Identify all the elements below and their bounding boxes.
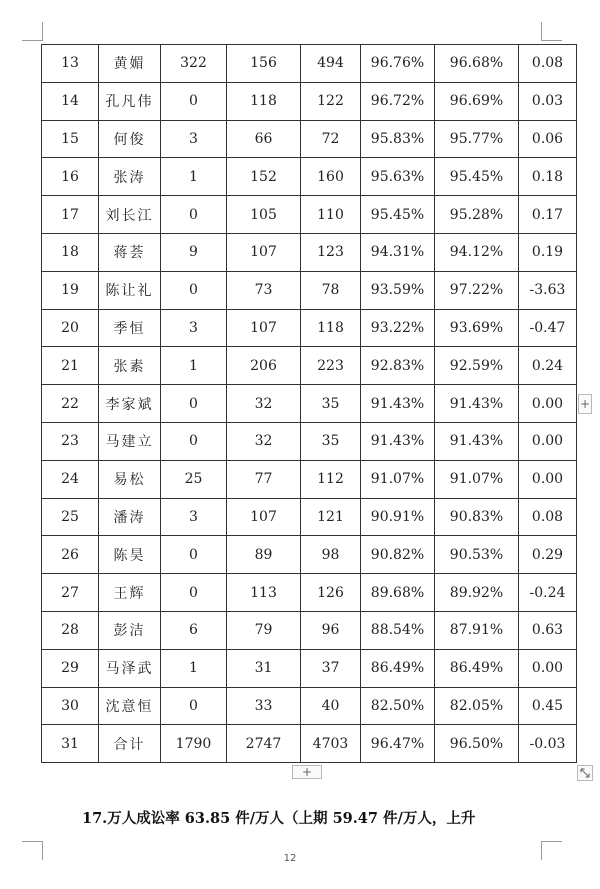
cell-rate-current[interactable]: 95.63% bbox=[361, 158, 435, 196]
cell-row-index[interactable]: 16 bbox=[42, 158, 99, 196]
table-row bbox=[42, 309, 577, 347]
cell-value-b[interactable]: 107 bbox=[227, 498, 301, 536]
cell-name[interactable]: 马泽武 bbox=[99, 649, 161, 687]
cell-rate-current[interactable]: 93.22% bbox=[361, 309, 435, 347]
cell-value-c[interactable]: 40 bbox=[301, 687, 361, 725]
cell-row-index[interactable]: 20 bbox=[42, 309, 99, 347]
cell-rate-current[interactable]: 96.47% bbox=[361, 725, 435, 763]
cell-row-index[interactable]: 31 bbox=[42, 725, 99, 763]
cell-rate-previous[interactable]: 82.05% bbox=[435, 687, 519, 725]
cell-rate-previous[interactable]: 96.50% bbox=[435, 725, 519, 763]
cell-value-c[interactable]: 35 bbox=[301, 422, 361, 460]
cell-value-b[interactable]: 66 bbox=[227, 120, 301, 158]
cell-value-a[interactable]: 0 bbox=[161, 422, 227, 460]
cell-rate-previous[interactable]: 96.69% bbox=[435, 82, 519, 120]
cell-rate-previous[interactable]: 86.49% bbox=[435, 649, 519, 687]
cell-name[interactable]: 张涛 bbox=[99, 158, 161, 196]
cell-rate-change[interactable]: 0.63 bbox=[519, 611, 577, 649]
cell-value-a[interactable]: 6 bbox=[161, 611, 227, 649]
resize-diagonal-icon bbox=[578, 766, 592, 780]
cell-row-index[interactable]: 19 bbox=[42, 271, 99, 309]
cell-rate-current[interactable]: 89.68% bbox=[361, 574, 435, 612]
cell-value-a[interactable]: 1 bbox=[161, 649, 227, 687]
cell-value-c[interactable]: 72 bbox=[301, 120, 361, 158]
table-row bbox=[42, 158, 577, 196]
cell-value-a[interactable]: 3 bbox=[161, 498, 227, 536]
cell-name[interactable]: 刘长江 bbox=[99, 196, 161, 234]
table-row bbox=[42, 460, 577, 498]
cell-value-c[interactable]: 110 bbox=[301, 196, 361, 234]
cell-rate-change[interactable]: 0.06 bbox=[519, 120, 577, 158]
cell-value-a[interactable]: 0 bbox=[161, 385, 227, 423]
cell-rate-previous[interactable]: 90.83% bbox=[435, 498, 519, 536]
cell-value-c[interactable]: 118 bbox=[301, 309, 361, 347]
cell-rate-previous[interactable]: 91.43% bbox=[435, 422, 519, 460]
section-heading: 17.万人成讼率 63.85 件/万人（上期 59.47 件/万人，上升 bbox=[82, 810, 476, 827]
cell-value-c[interactable]: 35 bbox=[301, 385, 361, 423]
cell-name[interactable]: 蒋荟 bbox=[99, 233, 161, 271]
cell-rate-change[interactable]: 0.08 bbox=[519, 498, 577, 536]
cell-value-c[interactable]: 4703 bbox=[301, 725, 361, 763]
cell-rate-current[interactable]: 95.83% bbox=[361, 120, 435, 158]
add-row-button[interactable]: + bbox=[292, 765, 322, 779]
cell-row-index[interactable]: 27 bbox=[42, 574, 99, 612]
cell-value-b[interactable]: 118 bbox=[227, 82, 301, 120]
cell-value-b[interactable]: 152 bbox=[227, 158, 301, 196]
cell-row-index[interactable]: 14 bbox=[42, 82, 99, 120]
cell-value-a[interactable]: 3 bbox=[161, 309, 227, 347]
cell-name[interactable]: 张素 bbox=[99, 347, 161, 385]
crop-mark-top-right bbox=[541, 22, 562, 41]
cell-value-b[interactable]: 206 bbox=[227, 347, 301, 385]
cell-rate-change[interactable]: 0.00 bbox=[519, 385, 577, 423]
cell-name[interactable]: 马建立 bbox=[99, 422, 161, 460]
statistics-table[interactable] bbox=[41, 44, 577, 763]
page-number: 12 bbox=[283, 853, 297, 864]
cell-row-index[interactable]: 24 bbox=[42, 460, 99, 498]
add-column-button[interactable]: + bbox=[578, 394, 592, 414]
cell-value-c[interactable]: 112 bbox=[301, 460, 361, 498]
table-row bbox=[42, 233, 577, 271]
cell-value-c[interactable]: 123 bbox=[301, 233, 361, 271]
cell-value-c[interactable]: 37 bbox=[301, 649, 361, 687]
table-row bbox=[42, 422, 577, 460]
table-row bbox=[42, 536, 577, 574]
table-row bbox=[42, 611, 577, 649]
cell-value-b[interactable]: 33 bbox=[227, 687, 301, 725]
cell-rate-previous[interactable]: 92.59% bbox=[435, 347, 519, 385]
cell-name[interactable]: 王辉 bbox=[99, 574, 161, 612]
cell-name[interactable]: 黄媚 bbox=[99, 45, 161, 83]
cell-name[interactable]: 潘涛 bbox=[99, 498, 161, 536]
table-row bbox=[42, 347, 577, 385]
cell-row-index[interactable]: 21 bbox=[42, 347, 99, 385]
cell-value-c[interactable]: 96 bbox=[301, 611, 361, 649]
table-row bbox=[42, 120, 577, 158]
cell-rate-current[interactable]: 90.91% bbox=[361, 498, 435, 536]
cell-row-index[interactable]: 17 bbox=[42, 196, 99, 234]
cell-rate-previous[interactable]: 95.45% bbox=[435, 158, 519, 196]
cell-value-c[interactable]: 223 bbox=[301, 347, 361, 385]
table-row bbox=[42, 196, 577, 234]
cell-name[interactable]: 何俊 bbox=[99, 120, 161, 158]
cell-value-c[interactable]: 121 bbox=[301, 498, 361, 536]
cell-name[interactable]: 李家斌 bbox=[99, 385, 161, 423]
cell-rate-previous[interactable]: 91.07% bbox=[435, 460, 519, 498]
cell-rate-change[interactable]: 0.45 bbox=[519, 687, 577, 725]
cell-name[interactable]: 易松 bbox=[99, 460, 161, 498]
cell-rate-current[interactable]: 95.45% bbox=[361, 196, 435, 234]
cell-value-b[interactable]: 77 bbox=[227, 460, 301, 498]
cell-value-b[interactable]: 2747 bbox=[227, 725, 301, 763]
cell-value-a[interactable]: 1 bbox=[161, 347, 227, 385]
cell-rate-previous[interactable]: 96.68% bbox=[435, 45, 519, 83]
cell-name[interactable]: 孔凡伟 bbox=[99, 82, 161, 120]
crop-mark-top-left bbox=[22, 22, 43, 41]
cell-value-a[interactable]: 1 bbox=[161, 158, 227, 196]
cell-value-a[interactable]: 0 bbox=[161, 82, 227, 120]
cell-value-b[interactable]: 89 bbox=[227, 536, 301, 574]
table-row bbox=[42, 45, 577, 83]
cell-rate-previous[interactable]: 93.69% bbox=[435, 309, 519, 347]
cell-rate-change[interactable]: -0.03 bbox=[519, 725, 577, 763]
cell-rate-current[interactable]: 90.82% bbox=[361, 536, 435, 574]
cell-rate-current[interactable]: 96.72% bbox=[361, 82, 435, 120]
cell-name[interactable]: 季恒 bbox=[99, 309, 161, 347]
cell-value-c[interactable]: 160 bbox=[301, 158, 361, 196]
table-row bbox=[42, 687, 577, 725]
cell-rate-previous[interactable]: 95.28% bbox=[435, 196, 519, 234]
cell-row-index[interactable]: 13 bbox=[42, 45, 99, 83]
cell-name[interactable]: 合计 bbox=[99, 725, 161, 763]
cell-row-index[interactable]: 15 bbox=[42, 120, 99, 158]
cell-name[interactable]: 陈让礼 bbox=[99, 271, 161, 309]
cell-value-a[interactable]: 9 bbox=[161, 233, 227, 271]
cell-value-b[interactable]: 107 bbox=[227, 309, 301, 347]
cell-rate-current[interactable]: 94.31% bbox=[361, 233, 435, 271]
cell-value-b[interactable]: 32 bbox=[227, 422, 301, 460]
cell-name[interactable]: 陈昊 bbox=[99, 536, 161, 574]
cell-value-c[interactable]: 98 bbox=[301, 536, 361, 574]
cell-rate-current[interactable]: 96.76% bbox=[361, 45, 435, 83]
cell-rate-previous[interactable]: 95.77% bbox=[435, 120, 519, 158]
cell-value-c[interactable]: 122 bbox=[301, 82, 361, 120]
cell-value-b[interactable]: 156 bbox=[227, 45, 301, 83]
cell-value-a[interactable]: 0 bbox=[161, 536, 227, 574]
cell-rate-change[interactable]: 0.17 bbox=[519, 196, 577, 234]
cell-row-index[interactable]: 18 bbox=[42, 233, 99, 271]
cell-value-a[interactable]: 25 bbox=[161, 460, 227, 498]
cell-value-a[interactable]: 1790 bbox=[161, 725, 227, 763]
cell-value-a[interactable]: 0 bbox=[161, 574, 227, 612]
cell-value-b[interactable]: 107 bbox=[227, 233, 301, 271]
cell-rate-current[interactable]: 88.54% bbox=[361, 611, 435, 649]
cell-rate-current[interactable]: 82.50% bbox=[361, 687, 435, 725]
cell-row-index[interactable]: 22 bbox=[42, 385, 99, 423]
cell-rate-previous[interactable]: 91.43% bbox=[435, 385, 519, 423]
table-row bbox=[42, 725, 577, 763]
cell-value-b[interactable]: 73 bbox=[227, 271, 301, 309]
table-row bbox=[42, 574, 577, 612]
table-row bbox=[42, 271, 577, 309]
cell-rate-change[interactable]: 0.29 bbox=[519, 536, 577, 574]
table-resize-handle[interactable] bbox=[577, 765, 593, 781]
cell-rate-change[interactable]: 0.18 bbox=[519, 158, 577, 196]
cell-value-b[interactable]: 105 bbox=[227, 196, 301, 234]
table-row bbox=[42, 82, 577, 120]
cell-rate-change[interactable]: 0.24 bbox=[519, 347, 577, 385]
cell-row-index[interactable]: 30 bbox=[42, 687, 99, 725]
cell-row-index[interactable]: 26 bbox=[42, 536, 99, 574]
cell-rate-change[interactable]: 0.03 bbox=[519, 82, 577, 120]
cell-rate-change[interactable]: 0.19 bbox=[519, 233, 577, 271]
cell-row-index[interactable]: 25 bbox=[42, 498, 99, 536]
cell-row-index[interactable]: 28 bbox=[42, 611, 99, 649]
cell-name[interactable]: 彭洁 bbox=[99, 611, 161, 649]
cell-value-a[interactable]: 322 bbox=[161, 45, 227, 83]
cell-rate-current[interactable]: 91.43% bbox=[361, 422, 435, 460]
cell-value-c[interactable]: 494 bbox=[301, 45, 361, 83]
cell-rate-change[interactable]: 0.00 bbox=[519, 649, 577, 687]
table-row bbox=[42, 498, 577, 536]
cell-rate-change[interactable]: 0.08 bbox=[519, 45, 577, 83]
cell-rate-current[interactable]: 91.07% bbox=[361, 460, 435, 498]
cell-rate-current[interactable]: 91.43% bbox=[361, 385, 435, 423]
cell-rate-current[interactable]: 92.83% bbox=[361, 347, 435, 385]
cell-value-b[interactable]: 31 bbox=[227, 649, 301, 687]
cell-rate-current[interactable]: 86.49% bbox=[361, 649, 435, 687]
cell-value-b[interactable]: 79 bbox=[227, 611, 301, 649]
cell-rate-change[interactable]: 0.00 bbox=[519, 460, 577, 498]
cell-row-index[interactable]: 29 bbox=[42, 649, 99, 687]
cell-rate-change[interactable]: -3.63 bbox=[519, 271, 577, 309]
cell-rate-change[interactable]: -0.24 bbox=[519, 574, 577, 612]
cell-value-c[interactable]: 126 bbox=[301, 574, 361, 612]
cell-rate-previous[interactable]: 87.91% bbox=[435, 611, 519, 649]
cell-rate-previous[interactable]: 89.92% bbox=[435, 574, 519, 612]
cell-value-a[interactable]: 3 bbox=[161, 120, 227, 158]
cell-value-a[interactable]: 0 bbox=[161, 196, 227, 234]
table-row bbox=[42, 385, 577, 423]
cell-value-a[interactable]: 0 bbox=[161, 271, 227, 309]
cell-rate-previous[interactable]: 97.22% bbox=[435, 271, 519, 309]
table-body bbox=[42, 45, 577, 763]
cell-rate-change[interactable]: -0.47 bbox=[519, 309, 577, 347]
cell-rate-current[interactable]: 93.59% bbox=[361, 271, 435, 309]
cell-rate-previous[interactable]: 94.12% bbox=[435, 233, 519, 271]
table-row bbox=[42, 649, 577, 687]
cell-value-b[interactable]: 32 bbox=[227, 385, 301, 423]
cell-rate-change[interactable]: 0.00 bbox=[519, 422, 577, 460]
cell-value-b[interactable]: 113 bbox=[227, 574, 301, 612]
cell-value-a[interactable]: 0 bbox=[161, 687, 227, 725]
cell-value-c[interactable]: 78 bbox=[301, 271, 361, 309]
cell-name[interactable]: 沈意恒 bbox=[99, 687, 161, 725]
cell-rate-previous[interactable]: 90.53% bbox=[435, 536, 519, 574]
cell-row-index[interactable]: 23 bbox=[42, 422, 99, 460]
